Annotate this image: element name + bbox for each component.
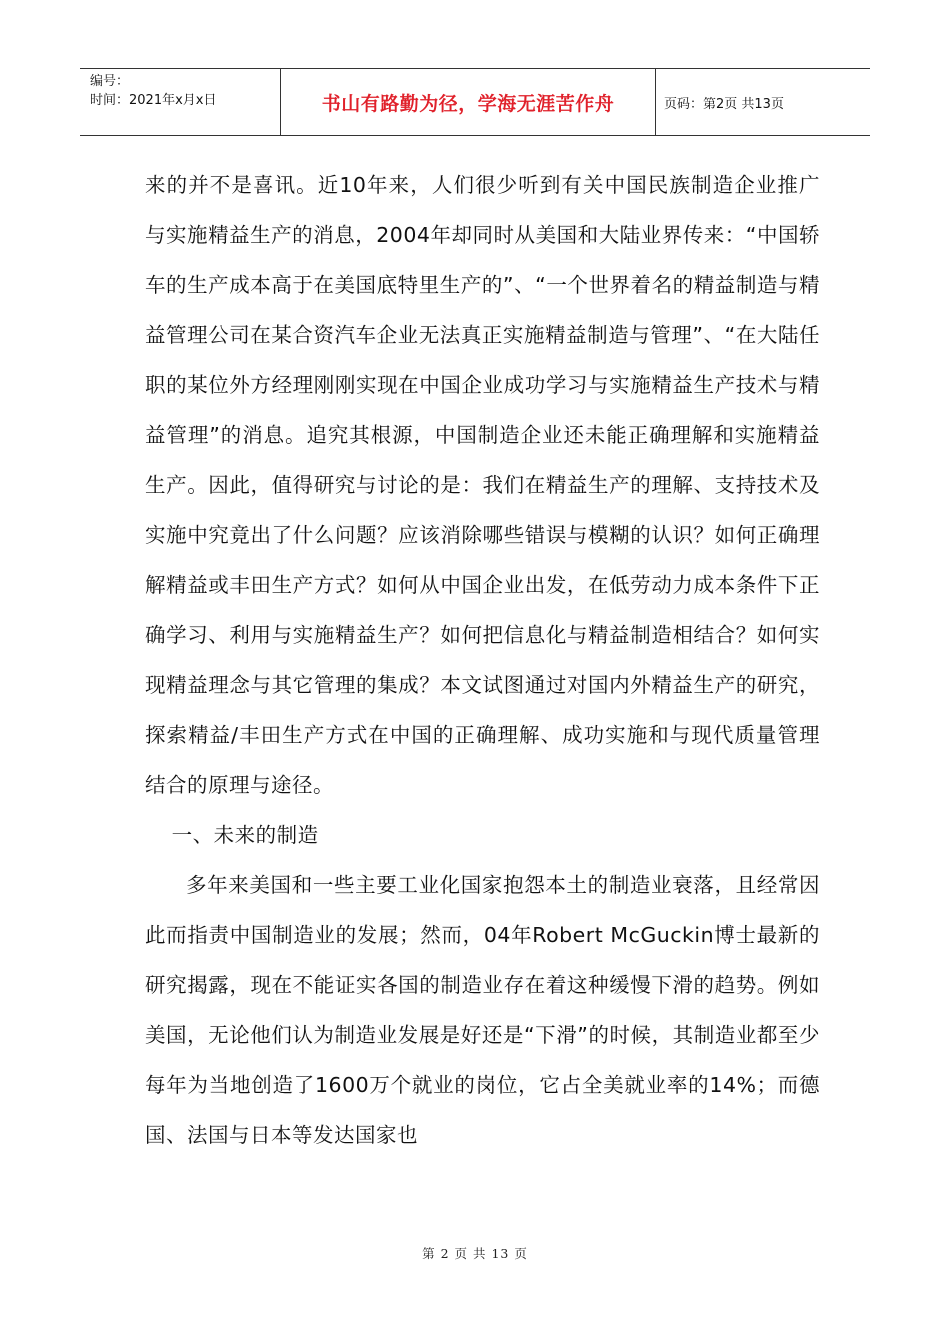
- section-heading: 一、未来的制造: [171, 823, 319, 847]
- document-number-label: 编号：: [90, 74, 130, 89]
- header-meta: [80, 69, 281, 135]
- page-header: [80, 68, 870, 136]
- document-time-label: 时间：2021年x月x日: [90, 93, 217, 108]
- body-paragraph: 多年来美国和一些主要工业化国家抱怨本土的制造业衰落，且经常因此而指责中国制造业的发展；然而，04年Robert McGuckin博士最新的研究揭露，现在不能证实各国的制造业存在着这种缓慢下滑的趋势。例如美国，无论他们认为制造业发展是好还是“下滑”的时候，其制造业都至少每年为当地创造了1600万个就业的岗位，它占全美就业率的14%；而德国、法国与日本等发达国家也: [145, 873, 820, 1147]
- page-footer: 第 2 页 共 13 页: [422, 1246, 528, 1261]
- header-motto: 书山有路勤为径，学海无涯苦作舟: [281, 69, 656, 135]
- header-page-number: 页码：第2页 共13页: [664, 96, 784, 112]
- document-body: [145, 160, 820, 1160]
- body-paragraph-continued: 来的并不是喜讯。近10年来，人们很少听到有关中国民族制造企业推广与实施精益生产的消息，2004年却同时从美国和大陆业界传来：“中国轿车的生产成本高于在美国底特里生产的”、“一个世界着名的精益制造与精益管理公司在某合资汽车企业无法真正实施精益制造与管理”、“在大陆任职的某位外方经理刚刚实现在中国企业成功学习与实施精益生产技术与精益管理”的消息。追究其根源，中国制造企业还未能正确理解和实施精益生产。因此，值得研究与讨论的是：我们在精益生产的理解、支持技术及实施中究竟出了什么问题？应该消除哪些错误与模糊的认识？如何正确理解精益或丰田生产方式？如何从中国企业出发，在低劳动力成本条件下正确学习、利用与实施精益生产？如何把信息化与精益制造相结合？如何实现精益理念与其它管理的集成？本文试图通过对国内外精益生产的研究，探索精益/丰田生产方式在中国的正确理解、成功实施和与现代质量管理结合的原理与途径。: [145, 173, 820, 797]
